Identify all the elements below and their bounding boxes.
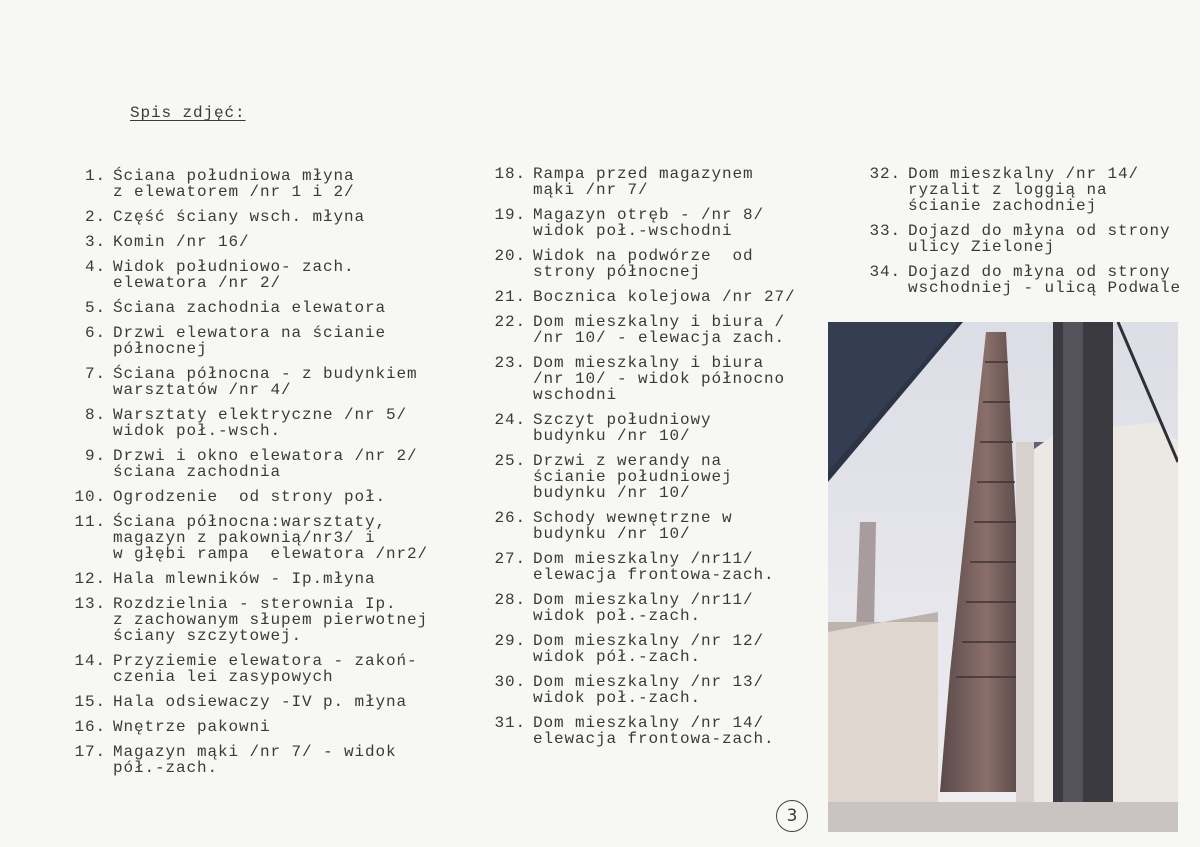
item-text-line: Widok na podwórze od	[533, 247, 754, 265]
item-text-line: Część ściany wsch. młyna	[113, 208, 366, 226]
item-description	[533, 715, 775, 747]
item-number: 28.	[494, 591, 526, 609]
item-description	[113, 653, 418, 685]
item-number: 3.	[84, 233, 106, 251]
item-text-line: Wnętrze pakowni	[113, 718, 271, 736]
item-description	[533, 453, 733, 501]
item-text-line: Ogrodzenie od strony poł.	[113, 488, 387, 506]
item-text-line: Hala mlewników - Ip.młyna	[113, 570, 376, 588]
item-text-line: widok poł.-wschodni	[533, 222, 733, 240]
item-description	[113, 448, 418, 480]
item-description	[908, 166, 1139, 214]
item-text-line: Ściana zachodnia elewatora	[113, 299, 387, 317]
item-number: 2.	[84, 208, 106, 226]
item-description	[113, 596, 428, 644]
item-text-line: strony północnej	[533, 263, 702, 281]
item-text-line: Dom mieszkalny /nr 14/	[533, 714, 765, 732]
list-item	[64, 407, 428, 439]
item-number: 24.	[494, 411, 526, 429]
item-description	[533, 248, 754, 280]
item-text-line: ściana zachodnia	[113, 463, 282, 481]
item-text-line: magazyn z pakownią/nr3/ i	[113, 529, 376, 547]
item-description	[533, 355, 785, 403]
item-text-line: elewatora /nr 2/	[113, 274, 282, 292]
item-text-line: mąki /nr 7/	[533, 181, 649, 199]
list-item	[859, 264, 1181, 296]
item-text-line: warsztatów /nr 4/	[113, 381, 292, 399]
list-item	[64, 719, 428, 735]
page-title: Spis zdjęć:	[130, 104, 246, 122]
item-text-line: Ściana północna:warsztaty,	[113, 513, 387, 531]
item-text-line: Magazyn otręb - /nr 8/	[533, 206, 765, 224]
item-text-line: Ściana północna - z budynkiem	[113, 365, 418, 383]
item-description	[113, 300, 386, 316]
item-description	[533, 207, 764, 239]
item-text-line: północnej	[113, 340, 208, 358]
list-item	[64, 596, 428, 644]
item-number: 22.	[494, 313, 526, 331]
item-text-line: Warsztaty elektryczne /nr 5/	[113, 406, 408, 424]
item-number: 17.	[74, 743, 106, 761]
item-description	[113, 366, 418, 398]
list-item	[484, 551, 796, 583]
item-description	[113, 209, 365, 225]
item-description	[113, 407, 407, 439]
list-item	[484, 248, 796, 280]
list-item	[64, 514, 428, 562]
list-item	[64, 694, 428, 710]
item-description	[113, 571, 376, 587]
list-item	[484, 510, 796, 542]
photo-list-column-3	[859, 166, 1181, 305]
item-number: 34.	[869, 263, 901, 281]
item-text-line: Przyziemie elewatora - zakoń-	[113, 652, 418, 670]
item-number: 12.	[74, 570, 106, 588]
item-number: 23.	[494, 354, 526, 372]
list-item	[64, 259, 428, 291]
item-text-line: wschodniej - ulicą Podwale	[908, 279, 1182, 297]
item-description	[533, 510, 733, 542]
list-item	[64, 209, 428, 225]
item-text-line: budynku /nr 10/	[533, 484, 691, 502]
item-description	[113, 489, 386, 505]
item-text-line: ścianie południowej	[533, 468, 733, 486]
item-text-line: elewacja frontowa-zach.	[533, 730, 775, 748]
item-text-line: Dom mieszkalny i biura	[533, 354, 765, 372]
item-text-line: Dom mieszkalny /nr 14/	[908, 165, 1140, 183]
list-item	[859, 166, 1181, 214]
item-text-line: Bocznica kolejowa /nr 27/	[533, 288, 796, 306]
list-item	[64, 653, 428, 685]
item-text-line: widok poł.-wsch.	[113, 422, 282, 440]
list-item	[484, 715, 796, 747]
item-number: 21.	[494, 288, 526, 306]
item-text-line: ulicy Zielonej	[908, 238, 1056, 256]
item-number: 6.	[84, 324, 106, 342]
item-text-line: widok pół.-zach.	[533, 648, 702, 666]
item-number: 19.	[494, 206, 526, 224]
item-text-line: pół.-zach.	[113, 759, 219, 777]
item-text-line: Dojazd do młyna od strony	[908, 222, 1171, 240]
item-description	[533, 551, 775, 583]
item-number: 5.	[84, 299, 106, 317]
item-text-line: Dom mieszkalny /nr 13/	[533, 673, 765, 691]
item-description	[908, 223, 1171, 255]
item-description	[113, 234, 250, 250]
item-number: 15.	[74, 693, 106, 711]
item-text-line: Dom mieszkalny /nr 12/	[533, 632, 765, 650]
item-text-line: ryzalit z loggią na	[908, 181, 1108, 199]
item-description	[113, 514, 428, 562]
item-number: 8.	[84, 406, 106, 424]
list-item	[64, 168, 428, 200]
item-description	[533, 314, 785, 346]
chimney-photo-icon	[828, 322, 1178, 832]
list-item	[484, 207, 796, 239]
item-description	[533, 674, 764, 706]
list-item	[484, 592, 796, 624]
item-number: 18.	[494, 165, 526, 183]
item-number: 31.	[494, 714, 526, 732]
list-item	[64, 325, 428, 357]
item-text-line: Dom mieszkalny /nr11/	[533, 550, 754, 568]
item-text-line: Drzwi elewatora na ścianie	[113, 324, 387, 342]
item-text-line: z zachowanym słupem pierwotnej	[113, 611, 429, 629]
item-text-line: Dojazd do młyna od strony	[908, 263, 1171, 281]
item-description	[113, 259, 355, 291]
item-description	[533, 592, 754, 624]
item-text-line: czenia lei zasypowych	[113, 668, 334, 686]
item-text-line: /nr 10/ - elewacja zach.	[533, 329, 786, 347]
item-number: 13.	[74, 595, 106, 613]
item-description	[533, 289, 796, 305]
item-number: 7.	[84, 365, 106, 383]
item-description	[533, 633, 764, 665]
item-number: 11.	[74, 513, 106, 531]
item-number: 4.	[84, 258, 106, 276]
list-item	[64, 571, 428, 587]
item-text-line: Widok południowo- zach.	[113, 258, 355, 276]
item-text-line: w głębi rampa elewatora /nr2/	[113, 545, 429, 563]
list-item	[484, 674, 796, 706]
item-text-line: elewacja frontowa-zach.	[533, 566, 775, 584]
item-text-line: Szczyt południowy	[533, 411, 712, 429]
item-number: 14.	[74, 652, 106, 670]
item-description	[113, 719, 271, 735]
list-item	[484, 314, 796, 346]
list-item	[64, 366, 428, 398]
photo-list-column-2	[484, 166, 796, 756]
item-number: 29.	[494, 632, 526, 650]
item-description	[533, 166, 754, 198]
item-text-line: Drzwi i okno elewatora /nr 2/	[113, 447, 418, 465]
item-number: 27.	[494, 550, 526, 568]
list-item	[859, 223, 1181, 255]
item-text-line: Ściana południowa młyna	[113, 167, 355, 185]
item-text-line: Dom mieszkalny /nr11/	[533, 591, 754, 609]
item-text-line: wschodni	[533, 386, 618, 404]
item-number: 9.	[84, 447, 106, 465]
item-text-line: Magazyn mąki /nr 7/ - widok	[113, 743, 397, 761]
item-number: 26.	[494, 509, 526, 527]
list-item	[484, 633, 796, 665]
item-text-line: budynku /nr 10/	[533, 427, 691, 445]
item-text-line: Dom mieszkalny i biura /	[533, 313, 786, 331]
item-text-line: z elewatorem /nr 1 i 2/	[113, 183, 355, 201]
item-number: 33.	[869, 222, 901, 240]
item-text-line: Rozdzielnia - sterownia Ip.	[113, 595, 397, 613]
item-text-line: /nr 10/ - widok północno	[533, 370, 786, 388]
list-item	[64, 744, 428, 776]
item-description	[533, 412, 712, 444]
list-item	[484, 453, 796, 501]
list-item	[484, 355, 796, 403]
item-number: 1.	[84, 167, 106, 185]
item-text-line: ścianie zachodniej	[908, 197, 1098, 215]
item-text-line: Komin /nr 16/	[113, 233, 250, 251]
item-text-line: ściany szczytowej.	[113, 627, 303, 645]
item-description	[113, 744, 397, 776]
photo-list-column-1	[64, 168, 428, 785]
list-item	[64, 489, 428, 505]
item-text-line: widok poł.-zach.	[533, 689, 702, 707]
item-text-line: Drzwi z werandy na	[533, 452, 723, 470]
item-text-line: widok poł.-zach.	[533, 607, 702, 625]
item-number: 32.	[869, 165, 901, 183]
list-item	[484, 412, 796, 444]
list-item	[64, 448, 428, 480]
item-description	[908, 264, 1181, 296]
item-number: 25.	[494, 452, 526, 470]
item-number: 30.	[494, 673, 526, 691]
item-number: 20.	[494, 247, 526, 265]
item-number: 16.	[74, 718, 106, 736]
item-text-line: budynku /nr 10/	[533, 525, 691, 543]
item-text-line: Schody wewnętrzne w	[533, 509, 733, 527]
item-text-line: Hala odsiewaczy -IV p. młyna	[113, 693, 408, 711]
item-description	[113, 325, 386, 357]
list-item	[484, 289, 796, 305]
item-text-line: Rampa przed magazynem	[533, 165, 754, 183]
list-item	[64, 300, 428, 316]
list-item	[484, 166, 796, 198]
item-number: 10.	[74, 488, 106, 506]
item-description	[113, 168, 355, 200]
page-number: 3	[776, 800, 808, 832]
chimney-photo	[828, 322, 1178, 832]
list-item	[64, 234, 428, 250]
item-description	[113, 694, 407, 710]
